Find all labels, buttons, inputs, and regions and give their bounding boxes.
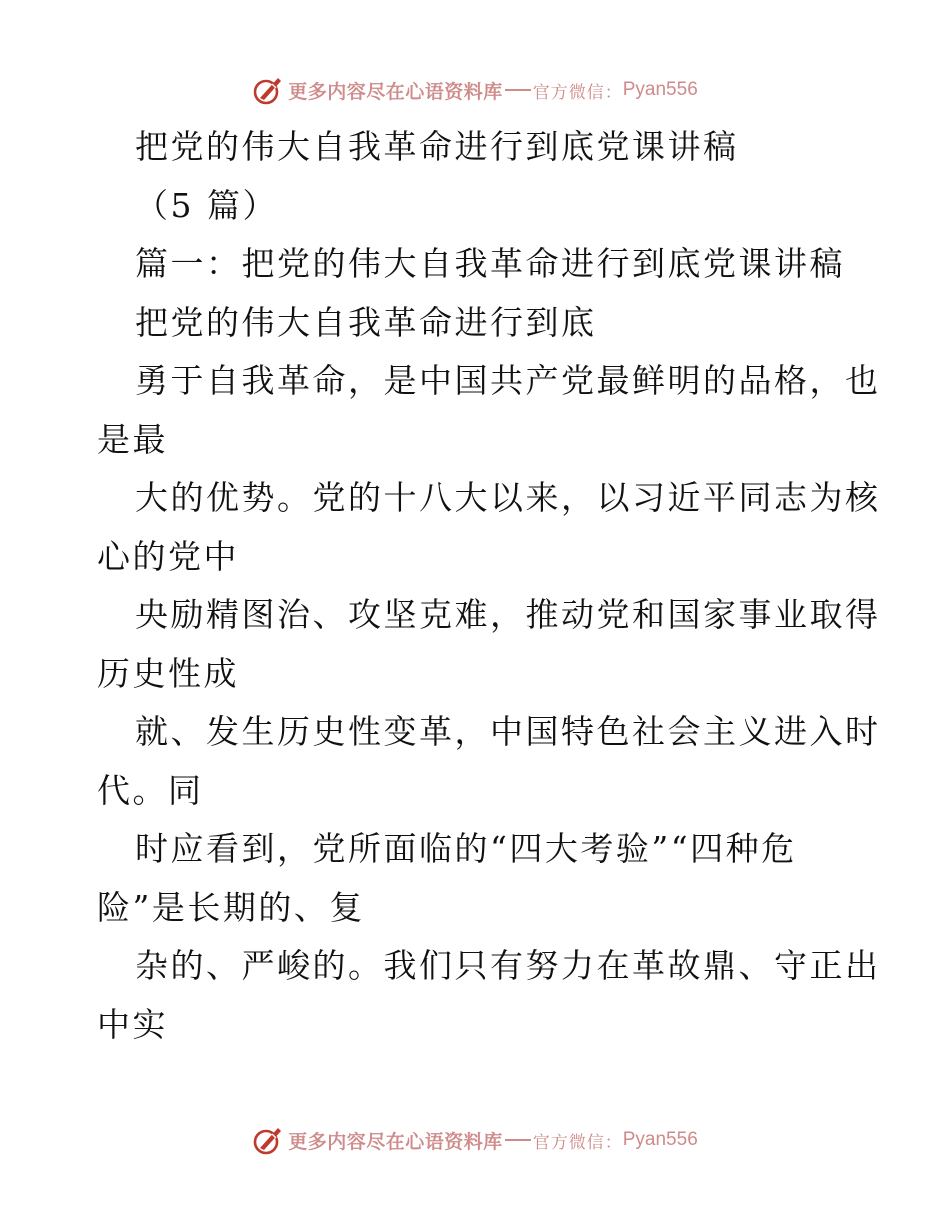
body-line: 杂的、严峻的。我们只有努力在革故鼎、守正出: [135, 946, 881, 985]
banner-dash: [505, 1139, 531, 1141]
quill-logo-icon: [252, 1124, 284, 1156]
quill-logo-icon: [252, 74, 284, 106]
section-heading: 篇一：把党的伟大自我革命进行到底党课讲稿: [135, 244, 845, 283]
body-line: 央励精图治、攻坚克难，推动党和国家事业取得: [135, 595, 881, 634]
body-line: 大的优势。党的十八大以来，以习近平同志为核: [135, 478, 881, 517]
banner-wechat-id: Pyan556: [622, 79, 698, 100]
body-line: 是最: [97, 419, 168, 459]
body-line: 代。同: [97, 770, 204, 810]
document-title-count: （5 篇）: [135, 185, 278, 225]
body-line: 心的党中: [97, 536, 239, 576]
banner-dash: [505, 89, 531, 91]
document-title: 把党的伟大自我革命进行到底党课讲稿: [135, 127, 739, 166]
banner-wechat-label: 官方微信：: [532, 1132, 623, 1153]
footer-banner: [0, 1120, 950, 1160]
body-line: 中实: [97, 1004, 168, 1044]
body-line: 就、发生历史性变革，中国特色社会主义进入时: [135, 712, 881, 751]
body-line: 勇于自我革命，是中国共产党最鲜明的品格，也: [135, 361, 881, 400]
header-banner: [0, 70, 950, 110]
body-line: 历史性成: [97, 653, 239, 693]
banner-wechat-id: Pyan556: [622, 1129, 698, 1150]
section-subtitle: 把党的伟大自我革命进行到底: [135, 302, 597, 342]
banner-text: 更多内容尽在心语资料库: [288, 1130, 503, 1153]
banner-text: 更多内容尽在心语资料库: [288, 80, 503, 103]
body-line: 险”是长期的、复: [97, 887, 365, 927]
document-content: [97, 118, 881, 1054]
banner-wechat-label: 官方微信：: [532, 82, 623, 103]
body-line: 时应看到，党所面临的“四大考验”“四种危: [135, 829, 797, 868]
